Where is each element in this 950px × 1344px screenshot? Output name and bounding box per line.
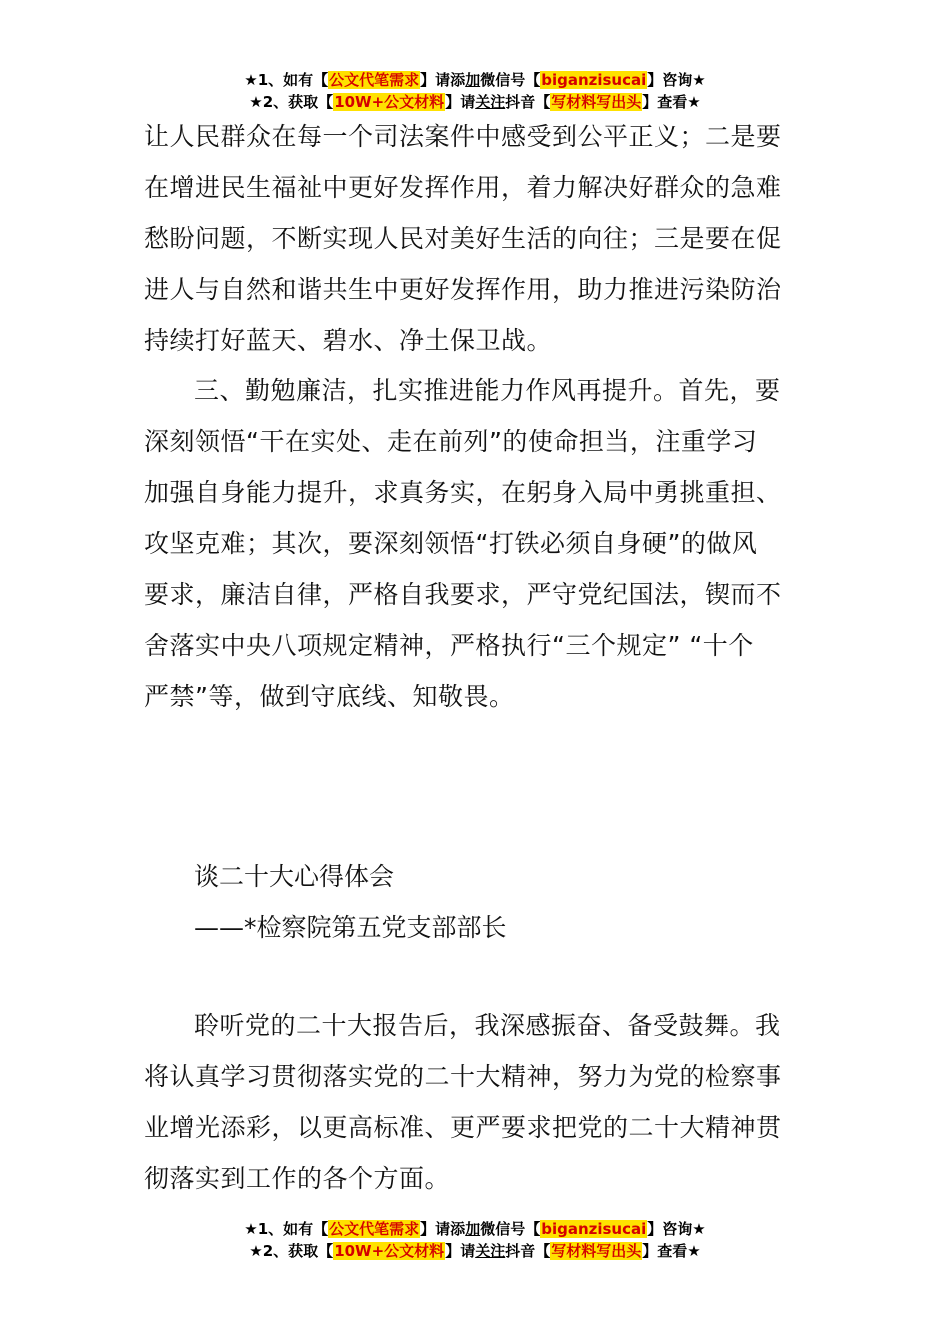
banner-text: 】请添 <box>420 1220 466 1238</box>
text-line: 进人与自然和谐共生中更好发挥作用，助力推进污染防治 <box>144 275 782 304</box>
banner-text: 】请添 <box>420 71 466 89</box>
banner-text: 】查看★ <box>642 93 701 111</box>
banner-underline: 加 <box>465 71 481 89</box>
banner-text: 】请 <box>445 1242 476 1260</box>
banner-highlight: 10W+公文材料 <box>334 1242 445 1260</box>
banner-text: 】请 <box>445 93 476 111</box>
banner-underline: 关注 <box>475 93 506 111</box>
text-line: 三、勤勉廉洁，扎实推进能力作风再提升。首先，要 <box>194 376 781 405</box>
top-banner <box>0 69 950 113</box>
banner-line-2 <box>0 91 950 113</box>
banner-text: 】咨询★ <box>647 71 706 89</box>
banner-text: 】查看★ <box>642 1242 701 1260</box>
article-title: 谈二十大心得体会 <box>194 862 395 891</box>
banner-wechat-id: biganzisucai <box>541 71 647 89</box>
text-line: 彻落实到工作的各个方面。 <box>144 1164 451 1193</box>
banner-text: ★1、如有【 <box>244 71 329 89</box>
text-line: 攻坚克难；其次，要深刻领悟“打铁必须自身硬”的做风 <box>144 529 758 558</box>
banner-text: ★2、获取【 <box>249 93 334 111</box>
paragraph-point-three <box>144 365 810 722</box>
banner-line-1 <box>0 1218 950 1240</box>
text-line: 业增光添彩，以更高标准、更严要求把党的二十大精神贯 <box>144 1113 782 1142</box>
banner-text: 微信号【 <box>480 71 541 89</box>
text-line: 在增进民生福祉中更好发挥作用，着力解决好群众的急难 <box>144 173 782 202</box>
banner-text: 抖音【 <box>505 1242 551 1260</box>
paragraph-article-intro <box>144 1000 810 1204</box>
banner-underline: 关注 <box>475 1242 506 1260</box>
banner-line-1 <box>0 69 950 91</box>
article-heading <box>194 851 507 953</box>
banner-text: ★2、获取【 <box>249 1242 334 1260</box>
text-line: 愁盼问题，不断实现人民对美好生活的向往；三是要在促 <box>144 224 782 253</box>
text-line: 加强自身能力提升，求真务实，在躬身入局中勇挑重担、 <box>144 478 782 507</box>
text-line: 将认真学习贯彻落实党的二十大精神，努力为党的检察事 <box>144 1062 782 1091</box>
text-line: 聆听党的二十大报告后，我深感振奋、备受鼓舞。我 <box>194 1011 781 1040</box>
banner-line-2 <box>0 1240 950 1262</box>
paragraph <box>144 1000 810 1204</box>
banner-text: 微信号【 <box>480 1220 541 1238</box>
paragraph-continuation <box>144 111 810 366</box>
banner-underline: 加 <box>465 1220 481 1238</box>
banner-wechat-id: biganzisucai <box>541 1220 647 1238</box>
banner-highlight: 公文代笔需求 <box>329 1220 420 1238</box>
bottom-banner <box>0 1218 950 1262</box>
banner-highlight: 公文代笔需求 <box>329 71 420 89</box>
text-line: 让人民群众在每一个司法案件中感受到公平正义；二是要 <box>144 122 782 151</box>
banner-text: 】咨询★ <box>647 1220 706 1238</box>
banner-text: 抖音【 <box>505 93 551 111</box>
text-line: 要求，廉洁自律，严格自我要求，严守党纪国法，锲而不 <box>144 580 782 609</box>
paragraph <box>144 111 810 366</box>
text-line: 深刻领悟“干在实处、走在前列”的使命担当，注重学习 <box>144 427 758 456</box>
text-line: 持续打好蓝天、碧水、净土保卫战。 <box>144 326 553 355</box>
banner-douyin-id: 写材料写出头 <box>551 1242 642 1260</box>
banner-highlight: 10W+公文材料 <box>334 93 445 111</box>
banner-text: ★1、如有【 <box>244 1220 329 1238</box>
text-line: 舍落实中央八项规定精神，严格执行“三个规定” “十个 <box>144 631 754 660</box>
article-author: ——*检察院第五党支部部长 <box>194 913 507 942</box>
text-line: 严禁”等，做到守底线、知敬畏。 <box>144 682 515 711</box>
banner-douyin-id: 写材料写出头 <box>551 93 642 111</box>
paragraph <box>144 365 810 722</box>
